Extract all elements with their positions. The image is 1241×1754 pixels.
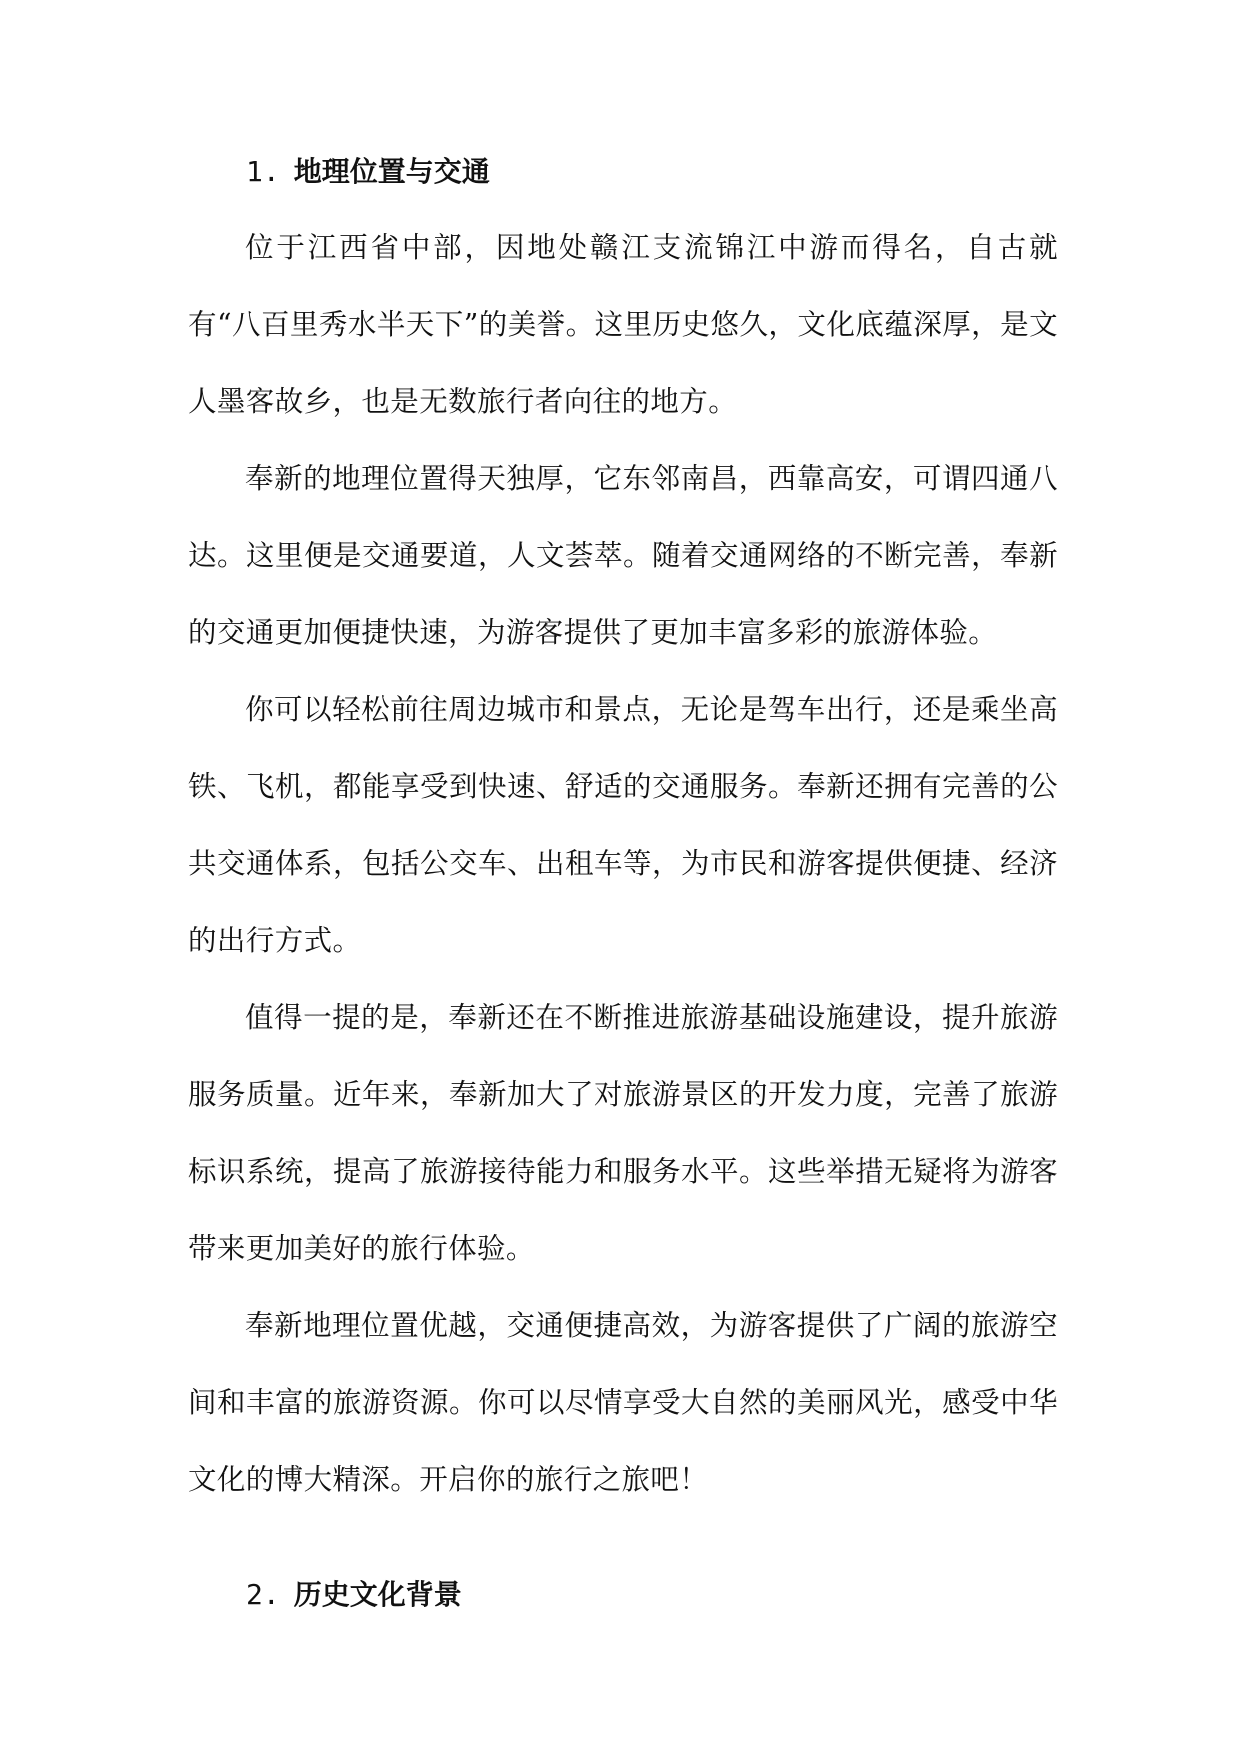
paragraph-1: 位于江西省中部，因地处赣江支流锦江中游而得名，自古就有“八百里秀水半天下”的美誉。这里历史悠久，文化底蕴深厚，是文人墨客故乡，也是无数旅行者向往的地方。 <box>188 231 1058 418</box>
section-heading-1 <box>246 152 490 192</box>
section-title-2: 历史文化背景 <box>293 1578 462 1611</box>
paragraph-2: 奉新的地理位置得天独厚，它东邻南昌，西靠高安，可谓四通八达。这里便是交通要道，人文荟萃。随着交通网络的不断完善，奉新的交通更加便捷快速，为游客提供了更加丰富多彩的旅游体验。 <box>188 462 1058 649</box>
paragraph-3: 你可以轻松前往周边城市和景点，无论是驾车出行，还是乘坐高铁、飞机，都能享受到快速、舒适的交通服务。奉新还拥有完善的公共交通体系，包括公交车、出租车等，为市民和游客提供便捷、经济的出行方式。 <box>188 693 1058 957</box>
section-title-1: 地理位置与交通 <box>293 155 490 188</box>
paragraph-5: 奉新地理位置优越，交通便捷高效，为游客提供了广阔的旅游空间和丰富的旅游资源。你可以尽情享受大自然的美丽风光，感受中华文化的博大精深。开启你的旅行之旅吧！ <box>188 1309 1058 1496</box>
section-heading-2 <box>246 1575 462 1615</box>
section-number-1: 1. <box>246 155 280 188</box>
section-number-2: 2. <box>246 1578 280 1611</box>
paragraph-4: 值得一提的是，奉新还在不断推进旅游基础设施建设，提升旅游服务质量。近年来，奉新加大了对旅游景区的开发力度，完善了旅游标识系统，提高了旅游接待能力和服务水平。这些举措无疑将为游客带来更加美好的旅行体验。 <box>188 1001 1058 1265</box>
